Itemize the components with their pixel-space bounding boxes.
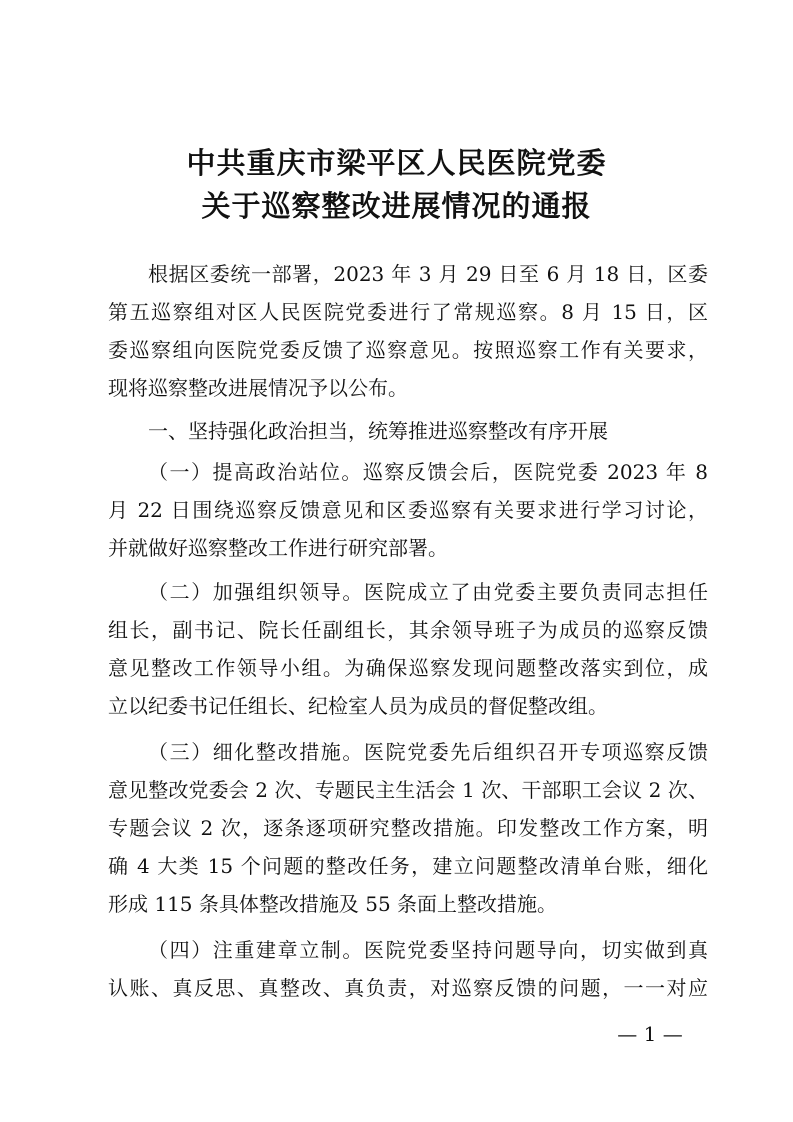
paragraph-3-line-1: （一）提高政治站位。巡察反馈会后，医院党委 2023 年 8	[148, 460, 708, 484]
paragraph-6-line-2: 认账、真反思、真整改、真负责，对巡察反馈的问题，一一对应	[108, 976, 708, 1000]
section-heading-1: 一、坚持强化政治担当，统筹推进巡察整改有序开展	[148, 419, 608, 443]
paragraph-5-line-1: （三）细化整改措施。医院党委先后组织召开专项巡察反馈	[148, 740, 708, 764]
paragraph-4-line-1: （二）加强组织领导。医院成立了由党委主要负责同志担任	[148, 580, 708, 604]
page-number: — 1 —	[617, 1022, 683, 1046]
document-title-line-1: 中共重庆市梁平区人民医院党委	[186, 146, 607, 180]
paragraph-1-line-4: 现将巡察整改进展情况予以公布。	[108, 376, 408, 400]
document-title-line-2: 关于巡察整改进展情况的通报	[201, 189, 592, 223]
paragraph-4-line-2: 组长，副书记、院长任副组长，其余领导班子为成员的巡察反馈	[108, 618, 708, 642]
paragraph-5-line-4: 确 4 大类 15 个问题的整改任务，建立问题整改清单台账，细化	[108, 854, 708, 878]
paragraph-4-line-4: 立以纪委书记任组长、纪检室人员为成员的督促整改组。	[108, 694, 608, 718]
paragraph-3-line-3: 并就做好巡察整改工作进行研究部署。	[108, 536, 448, 560]
paragraph-1-line-3: 委巡察组向医院党委反馈了巡察意见。按照巡察工作有关要求，	[108, 338, 708, 362]
paragraph-5-line-5: 形成 115 条具体整改措施及 55 条面上整改措施。	[108, 892, 558, 916]
paragraph-6-line-1: （四）注重建章立制。医院党委坚持问题导向，切实做到真	[148, 938, 708, 962]
paragraph-4-line-3: 意见整改工作领导小组。为确保巡察发现问题整改落实到位，成	[108, 656, 708, 680]
paragraph-5-line-2: 意见整改党委会 2 次、专题民主生活会 1 次、干部职工会议 2 次、	[108, 778, 708, 802]
paragraph-1-line-1: 根据区委统一部署，2023 年 3 月 29 日至 6 月 18 日，区委	[148, 262, 708, 286]
paragraph-5-line-3: 专题会议 2 次，逐条逐项研究整改措施。印发整改工作方案，明	[108, 816, 708, 840]
paragraph-3-line-2: 月 22 日围绕巡察反馈意见和区委巡察有关要求进行学习讨论，	[108, 498, 708, 522]
paragraph-1-line-2: 第五巡察组对区人民医院党委进行了常规巡察。8 月 15 日，区	[108, 300, 708, 324]
